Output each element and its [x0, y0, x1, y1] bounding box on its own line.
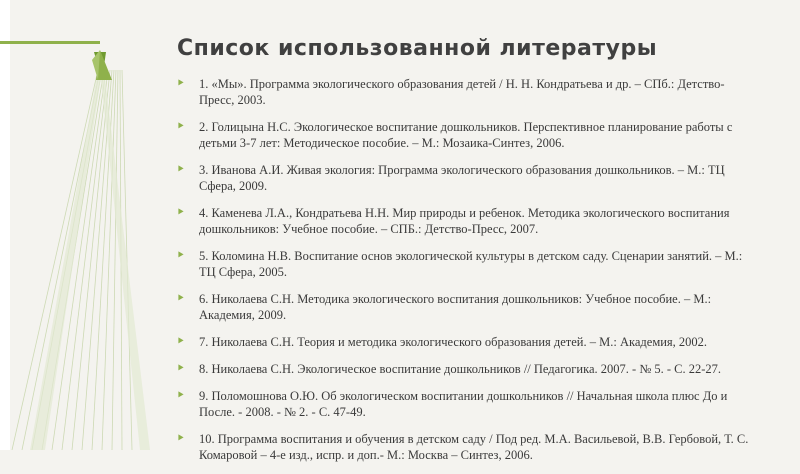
list-item — [176, 205, 756, 237]
arrow-bullet-icon: ⯈ — [176, 335, 185, 348]
reference-text: 1. «Мы». Программа экологического образования детей / Н. Н. Кондратьева и др. – СПб.: Детство-Пресс, 2003. — [199, 77, 725, 107]
reference-text: 2. Голицына Н.С. Экологическое воспитание дошкольников. Перспективное планирование работы с детьми 3-7 лет: Методическое пособие. – М.: Мозаика-Синтез, 2006. — [199, 120, 733, 150]
list-item — [176, 291, 756, 323]
arrow-bullet-icon: ⯈ — [176, 292, 185, 305]
reference-text: 9. Поломошнова О.Ю. Об экологическом воспитании дошкольников // Начальная школа плюс До и После. - 2008. - № 2. - С. 47-49. — [199, 389, 728, 419]
list-item — [176, 248, 756, 280]
reference-text: 7. Николаева С.Н. Теория и методика экологического образования детей. – М.: Академия, 2002. — [199, 335, 708, 349]
list-item — [176, 334, 756, 350]
arrow-bullet-icon: ⯈ — [176, 249, 185, 262]
list-item — [176, 388, 756, 420]
arrow-bullet-icon: ⯈ — [176, 432, 185, 445]
arrow-bullet-icon: ⯈ — [176, 362, 185, 375]
reference-text: 8. Николаева С.Н. Экологическое воспитание дошкольников // Педагогика. 2007. - № 5. - С. 22-27. — [199, 362, 722, 376]
list-item — [176, 361, 756, 377]
reference-text: 4. Каменева Л.А., Кондратьева Н.Н. Мир природы и ребенок. Методика экологического воспитания дошкольников: Учебное пособие. – СПБ.: Детство-Пресс, 2007. — [199, 206, 730, 236]
reference-text: 6. Николаева С.Н. Методика экологического воспитания дошкольников: Учебное пособие. – М.: Академия, 2009. — [199, 292, 712, 322]
list-item — [176, 76, 756, 108]
list-item — [176, 431, 756, 463]
arrow-bullet-icon: ⯈ — [176, 120, 185, 133]
arrow-bullet-icon: ⯈ — [176, 206, 185, 219]
slide-title: Список использованной литературы — [177, 36, 658, 61]
reference-text: 3. Иванова А.И. Живая экология: Программа экологического образования дошкольников. – М.: ТЦ Сфера, 2009. — [199, 163, 725, 193]
list-item — [176, 162, 756, 194]
arrow-bullet-icon: ⯈ — [176, 163, 185, 176]
reference-list — [176, 76, 756, 474]
arrow-bullet-icon: ⯈ — [176, 77, 185, 90]
reference-text: 5. Коломина Н.В. Воспитание основ экологической культуры в детском саду. Сценарии занятий. – М.: ТЦ Сфера, 2005. — [199, 249, 743, 279]
decorative-lines-graphic — [0, 0, 200, 450]
arrow-bullet-icon: ⯈ — [176, 389, 185, 402]
reference-text: 10. Программа воспитания и обучения в детском саду / Под ред. М.А. Васильевой, В.В. Гербовой, Т. С. Комаровой – 4-е изд., испр. и доп.- М.: Москва – Синтез, 2006. — [199, 432, 749, 462]
list-item — [176, 119, 756, 151]
